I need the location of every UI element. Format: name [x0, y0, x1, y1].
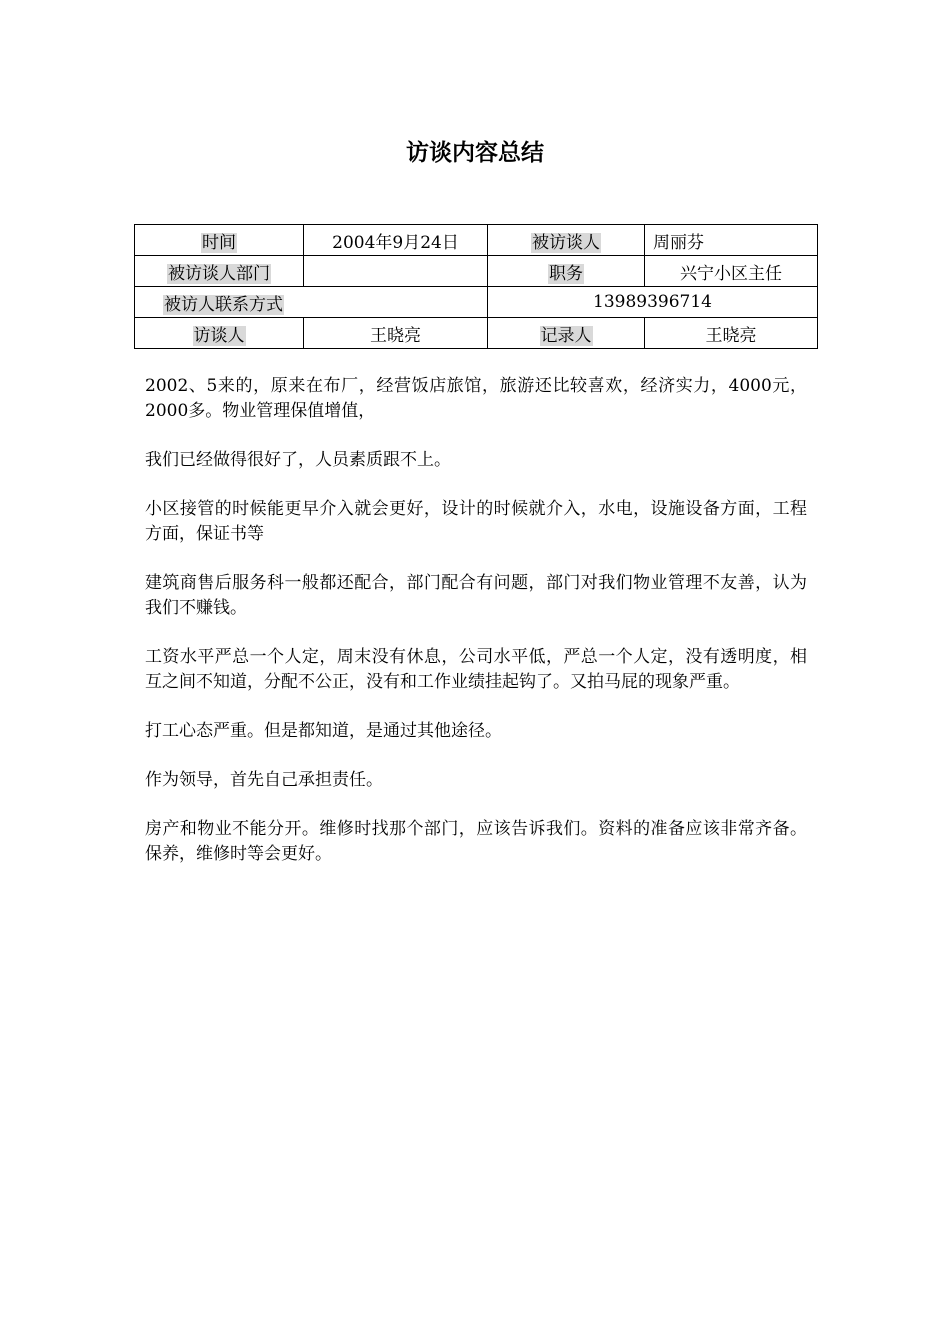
time-label: 时间 [202, 232, 236, 253]
recorder-label: 记录人 [540, 325, 592, 346]
paragraph: 小区接管的时候能更早介入就会更好，设计的时候就介入，水电，设施设备方面，工程方面，保证书等 [145, 499, 807, 544]
department-label: 被访谈人部门 [168, 263, 270, 284]
position-value: 兴宁小区主任 [645, 256, 818, 287]
interviewer-label: 访谈人 [193, 325, 245, 346]
interview-info-table [134, 224, 818, 349]
paragraph: 建筑商售后服务科一般都还配合，部门配合有问题，部门对我们物业管理不友善，认为我们不赚钱。 [145, 573, 807, 618]
paragraph: 工资水平严总一个人定，周末没有休息，公司水平低，严总一个人定，没有透明度，相互之间不知道，分配不公正，没有和工作业绩挂起钩了。又拍马屁的现象严重。 [145, 647, 807, 692]
page-title: 访谈内容总结 [406, 139, 544, 166]
position-label: 职务 [549, 263, 583, 284]
interviewee-label-cell [488, 225, 645, 256]
paragraph: 房产和物业不能分开。维修时找那个部门，应该告诉我们。资料的准备应该非常齐备。保养，维修时等会更好。 [145, 819, 807, 864]
interviewee-value: 周丽芬 [645, 225, 818, 256]
position-label-cell [488, 256, 645, 287]
interviewee-label: 被访谈人 [532, 232, 600, 253]
time-value: 2004年9月24日 [304, 225, 488, 256]
department-value [304, 256, 488, 287]
department-label-cell [135, 256, 304, 287]
recorder-label-cell [488, 318, 645, 349]
table-row [135, 256, 818, 287]
table-row [135, 287, 818, 318]
recorder-value: 王晓亮 [645, 318, 818, 349]
table-row [135, 225, 818, 256]
paragraph: 打工心态严重。但是都知道，是通过其他途径。 [145, 721, 502, 741]
table-row [135, 318, 818, 349]
time-label-cell [135, 225, 304, 256]
contact-label-cell [135, 287, 488, 318]
paragraph: 2002、5来的，原来在布厂，经营饭店旅馆，旅游还比较喜欢，经济实力，4000元，2000多。物业管理保值增值， [145, 376, 807, 421]
interviewer-value: 王晓亮 [304, 318, 488, 349]
paragraph: 作为领导，首先自己承担责任。 [145, 770, 383, 790]
paragraph: 我们已经做得很好了，人员素质跟不上。 [145, 450, 451, 470]
contact-value: 13989396714 [488, 287, 818, 318]
interviewer-label-cell [135, 318, 304, 349]
contact-label: 被访人联系方式 [164, 294, 283, 315]
interview-notes [145, 374, 807, 891]
